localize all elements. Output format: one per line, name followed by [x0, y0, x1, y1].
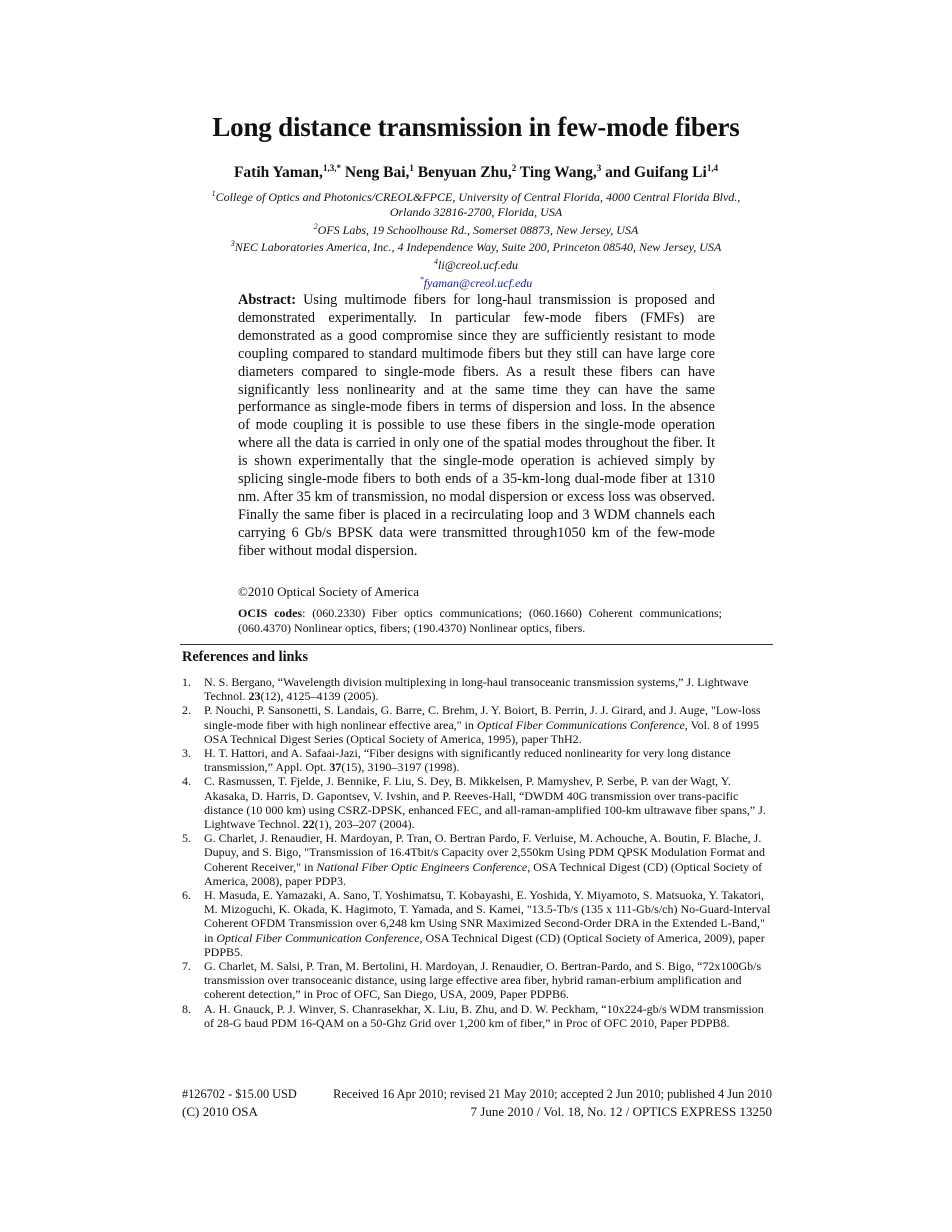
- author-affil-marker: 3: [596, 163, 602, 173]
- author-name: Benyuan Zhu,: [413, 164, 512, 182]
- affiliation-marker: 4: [434, 257, 439, 267]
- footer-dates: Received 16 Apr 2010; revised 21 May 2010; accepted 2 Jun 2010; published 4 Jun 2010: [333, 1087, 772, 1101]
- author-affil-marker: 1: [409, 163, 414, 173]
- affiliation-marker: 3: [230, 239, 235, 249]
- footer-copyright: (C) 2010 OSA: [182, 1104, 258, 1119]
- reference-text: 23: [248, 689, 261, 704]
- abstract: [238, 292, 715, 561]
- reference-text: Optical Fiber Communications Conference: [476, 717, 685, 732]
- reference-number: 5.: [182, 831, 191, 846]
- paper-title: Long distance transmission in few-mode fibers: [212, 112, 740, 142]
- reference-list: [182, 675, 772, 1030]
- corresponding-email-link[interactable]: fyaman@creol.ucf.edu: [423, 275, 533, 290]
- reference-text: (1), 203–207 (2004).: [314, 817, 415, 832]
- reference-text: , OSA Technical Digest (CD) (Optical Society of America, 2008), paper PDP3.: [204, 859, 763, 888]
- reference-item: [182, 959, 772, 1002]
- affiliation-marker: 1: [211, 189, 216, 198]
- affiliation-text: NEC Laboratories America, Inc., 4 Independence Way, Suite 200, Princeton 08540, New Jersey, USA: [234, 240, 722, 255]
- affiliation-text: Orlando 32816-2700, Florida, USA: [389, 204, 563, 219]
- author-affil-marker: 1,3,*: [322, 163, 341, 173]
- references-heading: References and links: [182, 649, 309, 665]
- author-name: Neng Bai,: [340, 164, 410, 182]
- author-affil-marker: 1,4: [706, 163, 719, 173]
- reference-text: , OSA Technical Digest (CD) (Optical Society of America, 2009), paper PDPB5.: [204, 930, 765, 959]
- reference-text: National Fiber Optic Engineers Conference: [316, 859, 528, 874]
- author-name: and Guifang Li: [601, 164, 707, 182]
- author-list: [0, 163, 952, 182]
- affiliation-text: OFS Labs, 19 Schoolhouse Rd., Somerset 08873, New Jersey, USA: [317, 222, 639, 237]
- reference-text: G. Charlet, M. Salsi, P. Tran, M. Bertolini, H. Mardoyan, J. Renaudier, O. Bertran-Pardo, and S. Bigo, “72x100Gb/s transmission over transoceanic distance, using large effective area fiber, hybrid raman-erbium amplification and coherent detection,” in Proc of OFC, San Diego, USA, 2009, Paper PDPB6.: [204, 959, 762, 1002]
- reference-text: Optical Fiber Communication Conference: [216, 930, 420, 945]
- reference-number: 2.: [182, 703, 191, 718]
- affiliation-marker: 2: [313, 221, 318, 231]
- abstract-label: Abstract:: [238, 292, 296, 308]
- affiliation-line: [0, 273, 952, 291]
- affiliations: [0, 187, 952, 291]
- reference-number: 7.: [182, 959, 191, 974]
- reference-item: [182, 831, 772, 888]
- reference-item: [182, 774, 772, 831]
- reference-item: [182, 746, 772, 774]
- reference-text: G. Charlet, J. Renaudier, H. Mardoyan, P. Tran, O. Bertran Pardo, F. Verluise, M. Achouche, A. Boutin, F. Blache, J. Dupuy, and S. Bigo, "Transmission of 16.4Tbit/s Capacity over 2,550km Using PDM QPSK Modulation Format and Coherent Receiver," in: [204, 831, 766, 874]
- affiliation-line: [0, 220, 952, 238]
- reference-text: A. H. Gnauck, P. J. Winver, S. Chanrasekhar, X. Liu, B. Zhu, and D. W. Peckham, “10x224-gb/s WDM transmission of 28-G baud PDM 16-QAM on a 50-Ghz Grid over 1,200 km of fiber,” in Proc of OFC 2010, Paper PDPB8.: [204, 1001, 764, 1030]
- reference-text: H. Masuda, E. Yamazaki, A. Sano, T. Yoshimatsu, T. Kobayashi, E. Yoshida, Y. Miyamoto, S. Matsuoka, Y. Takatori, M. Mizoguchi, K. Okada, K. Hagimoto, T. Yamada, and S. Kamei, "13.5-Tb/s (135 x 111-Gb/s/ch) No-Guard-Interval Coherent OFDM Transmission over 6,248 km Using SNR Maximized Second-Order DRA in the Extended L-Band," in: [204, 888, 771, 945]
- reference-text: (12), 4125–4139 (2005).: [260, 689, 379, 704]
- affiliation-line: [0, 205, 952, 220]
- affiliation-line: [0, 255, 952, 273]
- affiliation-line: [0, 237, 952, 255]
- copyright-notice: ©2010 Optical Society of America: [238, 584, 419, 599]
- reference-text: , Vol. 8 of 1995 OSA Technical Digest Series (Optical Society of America, 1995), paper ThH2.: [204, 717, 760, 746]
- ocis-codes: [238, 606, 722, 636]
- footer-price: #126702 - $15.00 USD: [182, 1087, 297, 1101]
- abstract-text: Using multimode fibers for long-haul transmission is proposed and demonstrated experimentally. In particular few-mode fibers (FMFs) are demonstrated as a good compromise since they are sufficiently resistant to mode coupling compared to standard multimode fibers but they still can have large core diameters compared to single-mode fibers. As a result these fibers can have significantly less nonlinearity and at the same time they can have the same performance as single-mode fibers in terms of dispersion and loss. In the absence of mode coupling it is possible to use these fibers in the single-mode operation where all the data is carried in only one of the spatial modes throughout the fiber. It is shown experimentally that the single-mode operation is achieved simply by splicing single-mode fibers to both ends of a 35-km-long dual-mode fiber at 1310 nm. After 35 km of transmission, no modal dispersion or excess loss was observed. Finally the same fiber is placed in a recirculating loop and 3 WDM channels each carrying 6 Gb/s BPSK data were transmitted through1050 km of the few-mode fiber without modal dispersion.: [238, 292, 715, 559]
- reference-item: [182, 888, 772, 959]
- affiliation-marker: *: [419, 274, 424, 284]
- reference-text: P. Nouchi, P. Sansonetti, S. Landais, G. Barre, C. Brehm, J. Y. Boiort, B. Perrin, J. J. Girard, and J. Auge, "Low-loss single-mode fiber with high nonlinear effective area," in: [204, 703, 761, 732]
- reference-text: N. S. Bergano, “Wavelength division multiplexing in long-haul transoceanic transmission systems,” J. Lightwave Technol.: [204, 675, 749, 704]
- footer-line-2: [182, 1104, 772, 1120]
- footer-line-1: [182, 1087, 772, 1102]
- contact-email: li@creol.ucf.edu: [438, 258, 518, 273]
- affiliation-line: [0, 187, 952, 205]
- reference-item: [182, 675, 772, 703]
- ocis-label: OCIS codes: [238, 606, 303, 620]
- ocis-text: : (060.2330) Fiber optics communications; (060.1660) Coherent communications; (060.4370) Nonlinear optics, fibers; (190.4370) Nonlinear optics, fibers.: [238, 606, 723, 635]
- reference-text: (15), 3190–3197 (1998).: [341, 760, 460, 775]
- section-divider: [180, 644, 773, 645]
- affiliation-text: College of Optics and Photonics/CREOL&FPCE, University of Central Florida, 4000 Central Florida Blvd.,: [215, 190, 741, 204]
- reference-text: H. T. Hattori, and A. Safaai-Jazi, “Fiber designs with significantly reduced nonlinearity for very long distance transmission,” Appl. Opt.: [204, 746, 731, 775]
- reference-number: 4.: [182, 774, 191, 789]
- reference-item: [182, 703, 772, 746]
- author-affil-marker: 2: [511, 163, 517, 173]
- reference-text: 37: [329, 760, 342, 775]
- reference-number: 8.: [182, 1001, 191, 1016]
- reference-item: [182, 1002, 772, 1030]
- author-name: Fatih Yaman,: [233, 164, 323, 182]
- reference-number: 6.: [182, 888, 191, 903]
- reference-text: 22: [302, 817, 315, 832]
- footer-journal-info: 7 June 2010 / Vol. 18, No. 12 / OPTICS EXPRESS 13250: [470, 1104, 772, 1119]
- reference-number: 3.: [182, 746, 191, 761]
- reference-text: C. Rasmussen, T. Fjelde, J. Bennike, F. Liu, S. Dey, B. Mikkelsen, P. Mamyshev, P. Serbe, P. van der Wagt, Y. Akasaka, D. Harris, D. Gapontsev, V. Ivshin, and P. Reeves-Hall, “DWDM 40G transmission over trans-pacific distance (10 000 km) using CSRZ-DPSK, enhanced FEC, and all-raman-amplified 100-km ultrawave fiber spans,” J. Lightwave Technol.: [204, 774, 766, 832]
- author-name: Ting Wang,: [516, 164, 597, 182]
- reference-number: 1.: [182, 675, 191, 689]
